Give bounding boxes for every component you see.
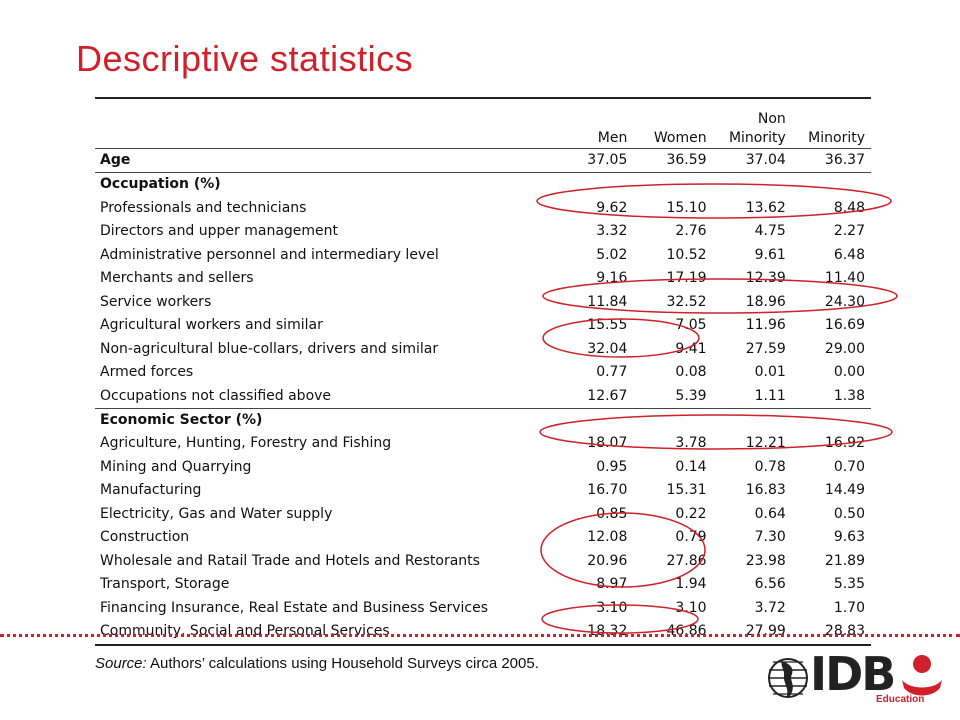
cell-value: 18.96 (745, 293, 786, 310)
cell-value: 27.99 (713, 620, 792, 644)
cell-value: 0.08 (675, 364, 707, 381)
cell-value: 11.84 (587, 293, 628, 310)
row-label: Economic Sector (%) (95, 408, 554, 432)
cell-value: 36.37 (824, 152, 865, 168)
table-row (95, 432, 871, 455)
cell-value: 3.72 (754, 599, 786, 616)
table-row (95, 456, 871, 479)
cell-value (792, 408, 871, 432)
cell-value: 4.75 (754, 223, 786, 240)
row-label: Electricity, Gas and Water supply (100, 505, 333, 522)
cell-value: 0.14 (675, 458, 707, 475)
cell-value: 12.21 (745, 435, 786, 452)
table-row (95, 408, 871, 432)
cell-value: 12.67 (587, 387, 628, 404)
row-label: Age (100, 152, 131, 168)
table-row (95, 526, 871, 549)
table-row (95, 385, 871, 409)
cell-value: 12.08 (587, 529, 628, 546)
table-row (95, 220, 871, 243)
logo-letters: IDB (810, 647, 895, 701)
table-row (95, 173, 871, 197)
cell-value: 46.86 (633, 620, 712, 644)
cell-value: 8.48 (833, 199, 865, 216)
cell-value: 15.31 (666, 482, 707, 499)
cell-value: 0.22 (675, 505, 707, 522)
cell-value: 0.85 (596, 505, 628, 522)
cell-value: 18.07 (587, 435, 628, 452)
descriptive-statistics-table (95, 97, 871, 646)
table-row (95, 361, 871, 384)
row-label: Armed forces (100, 364, 194, 381)
cell-value: 0.01 (754, 364, 786, 381)
cell-value: 36.59 (666, 152, 707, 168)
cell-value: 37.05 (587, 152, 628, 168)
header-minority: Minority (792, 98, 871, 149)
cell-value: 0.95 (596, 458, 628, 475)
cell-value: 15.55 (587, 317, 628, 334)
row-label: Directors and upper management (100, 223, 339, 240)
cell-value: 9.41 (675, 340, 707, 357)
cell-value: 3.10 (596, 599, 628, 616)
row-label: Manufacturing (100, 482, 202, 499)
source-prefix: Source: (95, 655, 147, 672)
cell-value: 37.04 (745, 152, 786, 168)
cell-value: 12.39 (745, 270, 786, 287)
header-men: Men (554, 98, 633, 149)
table-row (95, 267, 871, 290)
page-title: Descriptive statistics (76, 38, 414, 79)
row-label: Wholesale and Ratail Trade and Hotels and Restorants (100, 552, 480, 569)
table-row (95, 503, 871, 526)
cell-value: 1.70 (833, 599, 865, 616)
row-label: Mining and Quarrying (100, 458, 252, 475)
table-header-row (95, 98, 871, 149)
table-body (95, 149, 871, 645)
cell-value: 1.11 (754, 387, 786, 404)
cell-value: 9.16 (596, 270, 628, 287)
table-row (95, 338, 871, 361)
cell-value: 16.69 (824, 317, 865, 334)
row-label: Merchants and sellers (100, 270, 254, 287)
cell-value (713, 408, 792, 432)
row-label: Occupation (%) (95, 173, 554, 197)
dotted-divider (0, 634, 960, 637)
cell-value: 6.56 (754, 576, 786, 593)
cell-value: 0.50 (833, 505, 865, 522)
table-row (95, 573, 871, 596)
cell-value: 16.70 (587, 482, 628, 499)
table-row (95, 291, 871, 314)
cell-value (554, 173, 633, 197)
table-row (95, 550, 871, 573)
row-label: Financing Insurance, Real Estate and Business Services (100, 599, 489, 616)
source-text: Authors’ calculations using Household Surveys circa 2005. (146, 655, 539, 672)
cell-value (792, 173, 871, 197)
cell-value: 0.78 (754, 458, 786, 475)
cell-value: 9.63 (833, 529, 865, 546)
cell-value: 7.30 (754, 529, 786, 546)
cell-value: 8.97 (596, 576, 628, 593)
cell-value: 0.64 (754, 505, 786, 522)
cell-value: 13.62 (745, 199, 786, 216)
cell-value: 3.32 (596, 223, 628, 240)
cell-value (554, 408, 633, 432)
cell-value: 0.79 (675, 529, 707, 546)
cell-value: 24.30 (824, 293, 865, 310)
row-label: Agricultural workers and similar (100, 317, 323, 334)
row-label: Non-agricultural blue-collars, drivers and similar (100, 340, 439, 357)
cell-value: 28.83 (792, 620, 871, 644)
cell-value: 0.70 (833, 458, 865, 475)
cell-value: 20.96 (587, 552, 628, 569)
table-row (95, 197, 871, 220)
row-label: Occupations not classified above (100, 387, 332, 404)
cell-value: 9.62 (596, 199, 628, 216)
cell-value: 27.86 (666, 552, 707, 569)
table-row (95, 620, 871, 644)
cell-value: 18.32 (554, 620, 633, 644)
cell-value (633, 408, 712, 432)
cell-value: 3.10 (675, 599, 707, 616)
row-label: Community, Social and Personal Services (95, 620, 554, 644)
row-label: Transport, Storage (100, 576, 230, 593)
cell-value: 0.77 (596, 364, 628, 381)
cell-value: 32.52 (666, 293, 707, 310)
cell-value: 23.98 (745, 552, 786, 569)
cell-value: 5.35 (833, 576, 865, 593)
cell-value: 1.38 (833, 387, 865, 404)
cell-value: 10.52 (666, 246, 707, 263)
cell-value: 5.02 (596, 246, 628, 263)
cell-value: 14.49 (824, 482, 865, 499)
cell-value: 2.76 (675, 223, 707, 240)
cell-value: 27.59 (745, 340, 786, 357)
cell-value: 9.61 (754, 246, 786, 263)
cell-value (633, 173, 712, 197)
header-non-minority: Non Minority (713, 98, 792, 149)
cell-value: 2.27 (833, 223, 865, 240)
row-label: Agriculture, Hunting, Forestry and Fishing (100, 435, 392, 452)
cell-value: 0.00 (833, 364, 865, 381)
cell-value: 16.92 (824, 435, 865, 452)
cell-value: 5.39 (675, 387, 707, 404)
cell-value: 11.96 (745, 317, 786, 334)
table-row (95, 479, 871, 502)
row-label: Professionals and technicians (100, 199, 307, 216)
cell-value: 32.04 (587, 340, 628, 357)
cell-value: 17.19 (666, 270, 707, 287)
header-women: Women (633, 98, 712, 149)
idb-education-logo (768, 647, 948, 708)
logo-sub: Education (876, 694, 925, 705)
cell-value: 29.00 (824, 340, 865, 357)
table-row (95, 149, 871, 173)
cell-value: 11.40 (824, 270, 865, 287)
header-label (95, 98, 554, 149)
cell-value: 1.94 (675, 576, 707, 593)
cell-value: 6.48 (833, 246, 865, 263)
cell-value: 16.83 (745, 482, 786, 499)
row-label: Construction (100, 529, 190, 546)
table-row (95, 244, 871, 267)
source-note (95, 655, 539, 672)
row-label: Administrative personnel and intermediary level (100, 246, 439, 263)
cell-value: 21.89 (824, 552, 865, 569)
cell-value: 3.78 (675, 435, 707, 452)
row-label: Service workers (100, 293, 212, 310)
cell-value: 15.10 (666, 199, 707, 216)
cell-value (713, 173, 792, 197)
cell-value: 7.05 (675, 317, 707, 334)
table-row (95, 597, 871, 620)
table-row (95, 314, 871, 337)
globe-icon (768, 652, 808, 704)
